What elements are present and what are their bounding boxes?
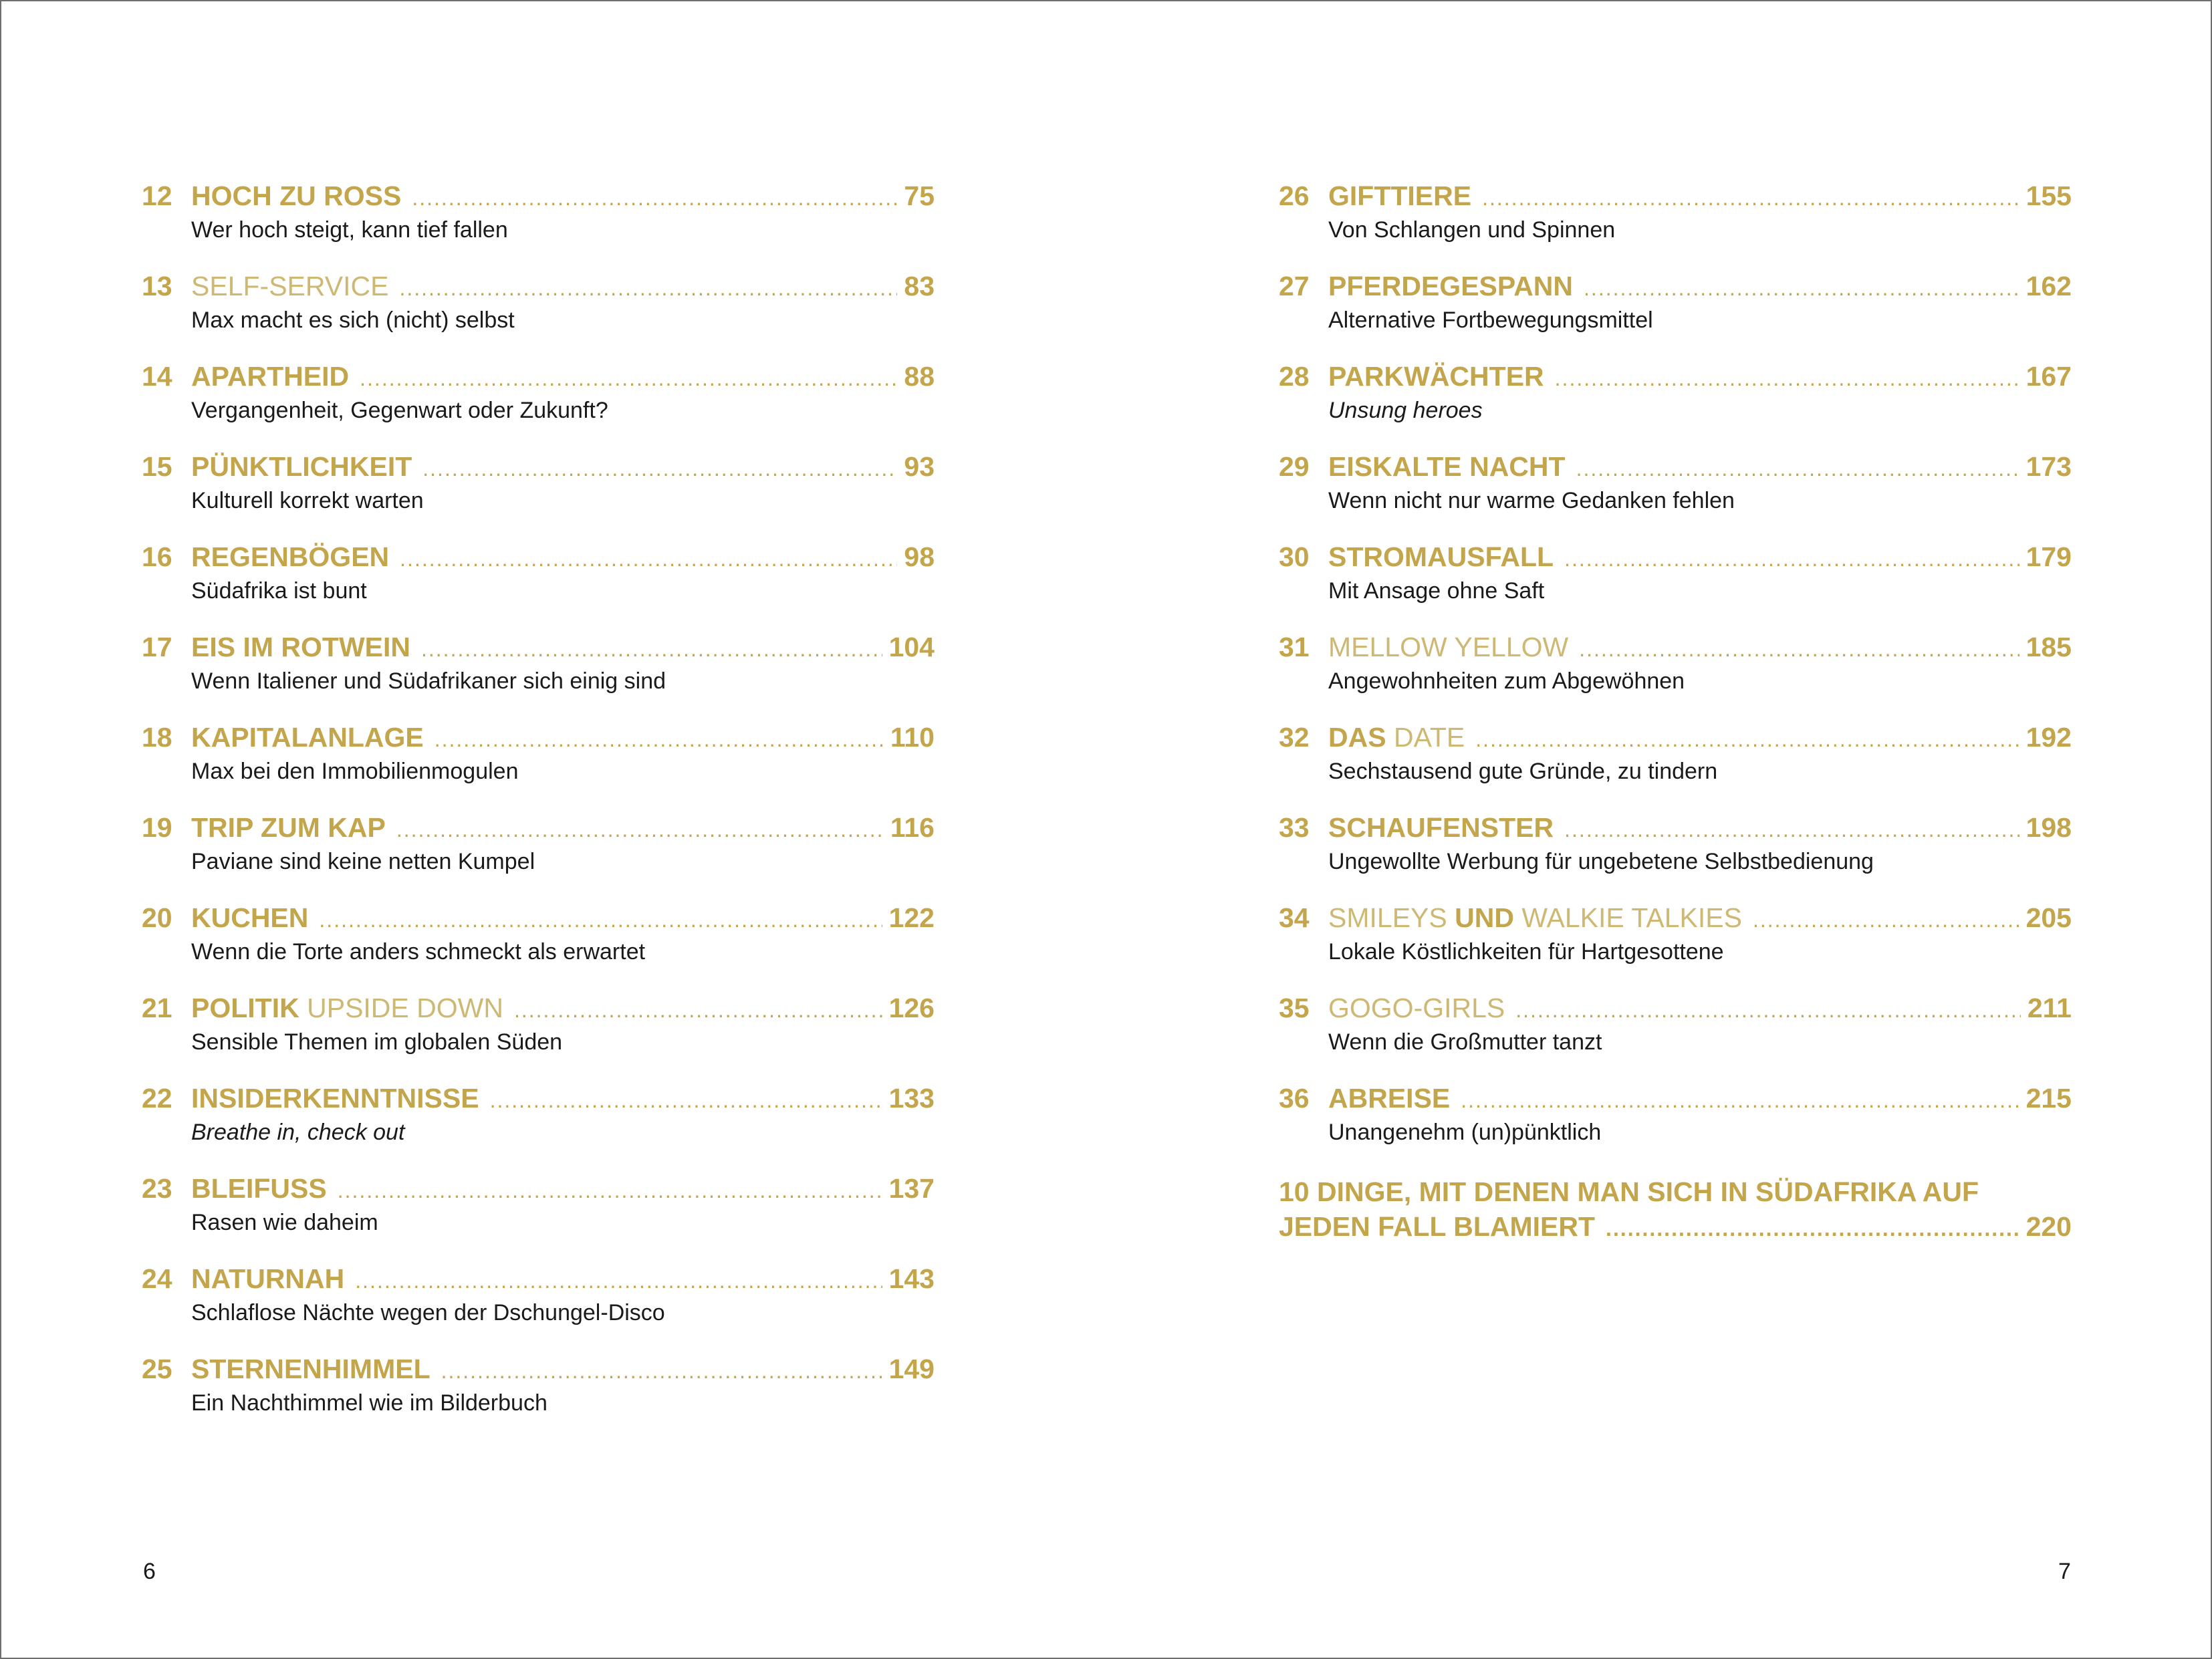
chapter-subtitle: Paviane sind keine netten Kumpel [191, 849, 535, 874]
chapter-number: 23 [142, 1173, 172, 1204]
chapter-title-part: TRIP ZUM KAP [191, 812, 386, 843]
final-title-line2-row [1279, 1209, 2072, 1246]
chapter-subtitle: Unangenehm (un)pünktlich [1328, 1120, 1602, 1145]
chapter-page: 155 [2025, 180, 2072, 211]
dot-leader [421, 630, 882, 668]
toc-entry-20[interactable] [142, 898, 935, 989]
chapter-title-part: STROMAUSFALL [1328, 541, 1554, 572]
chapter-page: 167 [2025, 361, 2072, 392]
chapter-page: 88 [904, 361, 935, 392]
page-number-right: 7 [2058, 1559, 2071, 1584]
toc-entry-30[interactable] [1279, 537, 2072, 628]
chapter-title [1328, 989, 1505, 1027]
toc-entry-32[interactable] [1279, 718, 2072, 808]
toc-column-left [142, 176, 935, 1440]
dot-leader [1515, 991, 2021, 1029]
chapter-page: 179 [2025, 541, 2072, 572]
chapter-title [1328, 628, 1568, 666]
chapter-number: 21 [142, 993, 172, 1023]
toc-entry-line [1279, 447, 2072, 486]
chapter-number: 18 [142, 722, 172, 753]
chapter-number: 22 [142, 1083, 172, 1114]
chapter-subtitle: Ungewollte Werbung für ungebetene Selbstbedienung [1328, 849, 1874, 874]
chapter-number: 16 [142, 541, 172, 572]
chapter-page: 98 [904, 541, 935, 572]
dot-leader [514, 991, 882, 1029]
toc-entry-line [1279, 267, 2072, 305]
chapter-page: 162 [2025, 271, 2072, 301]
toc-entry-25[interactable] [142, 1350, 935, 1440]
chapter-title [191, 267, 388, 305]
chapter-number: 36 [1279, 1083, 1310, 1114]
chapter-number: 15 [142, 451, 172, 482]
chapter-title [191, 447, 412, 486]
chapter-title-part: SCHAUFENSTER [1328, 812, 1554, 843]
chapter-title [1328, 267, 1573, 305]
page-number-left: 6 [143, 1559, 156, 1584]
chapter-title-part: PARKWÄCHTER [1328, 361, 1544, 392]
toc-entry-13[interactable] [142, 267, 935, 357]
chapter-title [191, 1169, 327, 1208]
chapter-number: 30 [1279, 541, 1310, 572]
toc-entry-line [142, 989, 935, 1027]
toc-entry-line [1279, 537, 2072, 576]
dot-leader [1564, 539, 2019, 578]
chapter-title-part: GIFTTIERE [1328, 180, 1472, 211]
chapter-subtitle: Wenn Italiener und Südafrikaner sich einig sind [191, 668, 666, 694]
toc-entry-22[interactable] [142, 1079, 935, 1169]
dot-leader [422, 449, 897, 488]
chapter-title [191, 1350, 431, 1388]
toc-entry-line [142, 1079, 935, 1118]
toc-entry-line [142, 628, 935, 666]
chapter-subtitle: Unsung heroes [1328, 398, 1483, 423]
chapter-subtitle: Wenn nicht nur warme Gedanken fehlen [1328, 488, 1735, 513]
final-title-line1: 10 DINGE, MIT DENEN MAN SICH IN SÜDAFRIKA AUF [1279, 1176, 1979, 1207]
chapter-title-part: GOGO-GIRLS [1328, 993, 1505, 1023]
dot-leader [1482, 178, 2019, 217]
chapter-subtitle: Lokale Köstlichkeiten für Hartgesottene [1328, 939, 1724, 965]
chapter-page: 104 [888, 632, 935, 662]
chapter-title [1328, 898, 1742, 937]
chapter-page: 192 [2025, 722, 2072, 753]
chapter-title-part: SMILEYS [1328, 902, 1455, 933]
dot-leader [319, 900, 882, 939]
chapter-title-part: SELF-SERVICE [191, 271, 389, 301]
chapter-title [1328, 447, 1566, 486]
toc-column-right [1279, 176, 2072, 1246]
chapter-subtitle: Kulturell korrekt warten [191, 488, 424, 513]
chapter-title [1328, 537, 1554, 576]
toc-entry-line [142, 447, 935, 486]
chapter-title [191, 357, 349, 396]
chapter-page: 173 [2025, 451, 2072, 482]
chapter-title [191, 989, 503, 1027]
chapter-title-part: WALKIE TALKIES [1513, 902, 1742, 933]
chapter-page: 126 [888, 993, 935, 1023]
dot-leader [441, 1352, 882, 1390]
toc-entry-line [142, 357, 935, 396]
chapter-title-part: STERNENHIMMEL [191, 1354, 431, 1384]
chapter-subtitle: Wenn die Großmutter tanzt [1328, 1029, 1602, 1055]
chapter-page: 116 [890, 812, 935, 843]
dot-leader [1753, 900, 2019, 939]
dot-leader [490, 1081, 882, 1120]
chapter-title [191, 808, 386, 847]
chapter-number: 34 [1279, 902, 1310, 933]
chapter-page: 122 [888, 902, 935, 933]
dot-leader [1555, 359, 2019, 398]
chapter-title [1328, 1079, 1450, 1118]
chapter-subtitle: Von Schlangen und Spinnen [1328, 217, 1616, 243]
chapter-page: 75 [904, 180, 935, 211]
toc-entry-16[interactable] [142, 537, 935, 628]
chapter-number: 14 [142, 361, 172, 392]
chapter-title [1328, 357, 1544, 396]
toc-entry-line [1279, 1079, 2072, 1118]
final-page: 220 [2025, 1211, 2072, 1242]
toc-entry-12[interactable] [142, 176, 935, 267]
chapter-page: 83 [904, 271, 935, 301]
final-title-line2: JEDEN FALL BLAMIERT [1279, 1211, 1596, 1242]
chapter-title-part: DAS [1328, 722, 1386, 753]
chapter-subtitle: Ein Nachthimmel wie im Bilderbuch [191, 1390, 547, 1416]
toc-entry-14[interactable] [142, 357, 935, 447]
chapter-page: 143 [888, 1263, 935, 1294]
chapter-title [1328, 718, 1465, 757]
chapter-page: 205 [2025, 902, 2072, 933]
chapter-page: 215 [2025, 1083, 2072, 1114]
dot-leader [412, 178, 897, 217]
toc-entry-23[interactable] [142, 1169, 935, 1259]
chapter-page: 110 [890, 722, 935, 753]
toc-entry-17[interactable] [142, 628, 935, 718]
toc-entry-line [1279, 628, 2072, 666]
dot-leader [338, 1171, 882, 1210]
chapter-page: 211 [2027, 993, 2072, 1023]
chapter-title-part: HOCH ZU ROSS [191, 180, 402, 211]
chapter-number: 27 [1279, 271, 1310, 301]
chapter-title-part: BLEIFUSS [191, 1173, 327, 1204]
toc-entry-31[interactable] [1279, 628, 2072, 718]
chapter-title-part: KUCHEN [191, 902, 309, 933]
toc-entry-line [1279, 718, 2072, 757]
chapter-subtitle: Max bei den Immobilienmogulen [191, 759, 519, 784]
chapter-page: 133 [888, 1083, 935, 1114]
toc-entry-line [142, 537, 935, 576]
dot-leader [400, 539, 897, 578]
toc-entry-line [1279, 357, 2072, 396]
toc-entry-line [142, 808, 935, 847]
chapter-title-part: UND [1455, 902, 1514, 933]
toc-entry-line [1279, 898, 2072, 937]
chapter-title-part: NATURNAH [191, 1263, 345, 1294]
chapter-title-part: EIS IM ROTWEIN [191, 632, 410, 662]
chapter-subtitle: Südafrika ist bunt [191, 578, 367, 604]
chapter-number: 29 [1279, 451, 1310, 482]
chapter-subtitle: Breathe in, check out [191, 1120, 405, 1145]
toc-entry-line [1279, 989, 2072, 1027]
chapter-title [191, 718, 424, 757]
chapter-title-part: REGENBÖGEN [191, 541, 390, 572]
chapter-subtitle: Wenn die Torte anders schmeckt als erwartet [191, 939, 646, 965]
chapter-number: 35 [1279, 993, 1310, 1023]
chapter-number: 28 [1279, 361, 1310, 392]
dot-leader [1475, 720, 2019, 759]
chapter-title [191, 898, 308, 937]
chapter-title [191, 628, 410, 666]
toc-entry-35[interactable] [1279, 989, 2072, 1079]
chapter-title-part: EISKALTE NACHT [1328, 451, 1566, 482]
chapter-page: 198 [2025, 812, 2072, 843]
toc-entry-34[interactable] [1279, 898, 2072, 989]
dot-leader [1606, 1211, 2019, 1246]
toc-entry-24[interactable] [142, 1259, 935, 1350]
toc-entry-line [142, 1169, 935, 1208]
toc-entry-line [142, 176, 935, 215]
chapter-title-part: APARTHEID [191, 361, 350, 392]
chapter-number: 25 [142, 1354, 172, 1384]
chapter-title [191, 537, 389, 576]
dot-leader [1576, 449, 2019, 488]
chapter-subtitle: Max macht es sich (nicht) selbst [191, 307, 515, 333]
chapter-number: 20 [142, 902, 172, 933]
toc-entry-36[interactable] [1279, 1079, 2072, 1169]
chapter-title-part: PÜNKTLICHKEIT [191, 451, 412, 482]
chapter-number: 31 [1279, 632, 1310, 662]
dot-leader [1461, 1081, 2019, 1120]
chapter-title-part: INSIDERKENNTNISSE [191, 1083, 479, 1114]
toc-entry-15[interactable] [142, 447, 935, 537]
chapter-number: 19 [142, 812, 172, 843]
chapter-subtitle: Rasen wie daheim [191, 1210, 378, 1235]
dot-leader [1564, 810, 2019, 849]
chapter-title-part: ABREISE [1328, 1083, 1451, 1114]
dot-leader [1579, 630, 2019, 668]
chapter-subtitle: Sensible Themen im globalen Süden [191, 1029, 563, 1055]
chapter-page: 93 [904, 451, 935, 482]
toc-entry-10-dinge[interactable] [1279, 1174, 2072, 1246]
chapter-subtitle: Wer hoch steigt, kann tief fallen [191, 217, 508, 243]
toc-entry-29[interactable] [1279, 447, 2072, 537]
chapter-subtitle: Mit Ansage ohne Saft [1328, 578, 1545, 604]
chapter-title-part: KAPITALANLAGE [191, 722, 424, 753]
chapter-number: 32 [1279, 722, 1310, 753]
chapter-page: 149 [888, 1354, 935, 1384]
toc-entry-line [142, 267, 935, 305]
toc-entry-line [1279, 176, 2072, 215]
chapter-title [191, 1259, 344, 1298]
chapter-number: 24 [142, 1263, 172, 1294]
chapter-page: 185 [2025, 632, 2072, 662]
dot-leader [355, 1261, 882, 1300]
toc-entry-19[interactable] [142, 808, 935, 898]
chapter-title [191, 176, 401, 215]
toc-entry-21[interactable] [142, 989, 935, 1079]
toc-entry-line [142, 1259, 935, 1298]
dot-leader [360, 359, 897, 398]
chapter-title-part: DATE [1386, 722, 1465, 753]
chapter-subtitle: Angewohnheiten zum Abgewöhnen [1328, 668, 1685, 694]
chapter-subtitle: Schlaflose Nächte wegen der Dschungel-Disco [191, 1300, 665, 1325]
chapter-number: 33 [1279, 812, 1310, 843]
dot-leader [435, 720, 884, 759]
toc-entry-27[interactable] [1279, 267, 2072, 357]
toc-entry-line [1279, 808, 2072, 847]
chapter-number: 17 [142, 632, 172, 662]
toc-entry-line [142, 898, 935, 937]
chapter-subtitle: Alternative Fortbewegungsmittel [1328, 307, 1653, 333]
dot-leader [399, 269, 897, 307]
chapter-title [191, 1079, 479, 1118]
chapter-title-part: POLITIK [191, 993, 299, 1023]
chapter-title-part: UPSIDE DOWN [299, 993, 503, 1023]
dot-leader [1584, 269, 2019, 307]
chapter-subtitle: Sechstausend gute Gründe, zu tindern [1328, 759, 1718, 784]
toc-entry-line [142, 1350, 935, 1388]
chapter-title-part: PFERDEGESPANN [1328, 271, 1574, 301]
dot-leader [396, 810, 884, 849]
chapter-title-part: MELLOW YELLOW [1328, 632, 1569, 662]
chapter-number: 13 [142, 271, 172, 301]
chapter-subtitle: Vergangenheit, Gegenwart oder Zukunft? [191, 398, 608, 423]
toc-entry-26[interactable] [1279, 176, 2072, 267]
chapter-title [1328, 808, 1554, 847]
chapter-number: 26 [1279, 180, 1310, 211]
toc-entry-28[interactable] [1279, 357, 2072, 447]
chapter-page: 137 [888, 1173, 935, 1204]
chapter-number: 12 [142, 180, 172, 211]
toc-entry-33[interactable] [1279, 808, 2072, 898]
toc-entry-18[interactable] [142, 718, 935, 808]
toc-entry-line [142, 718, 935, 757]
chapter-title [1328, 176, 1471, 215]
